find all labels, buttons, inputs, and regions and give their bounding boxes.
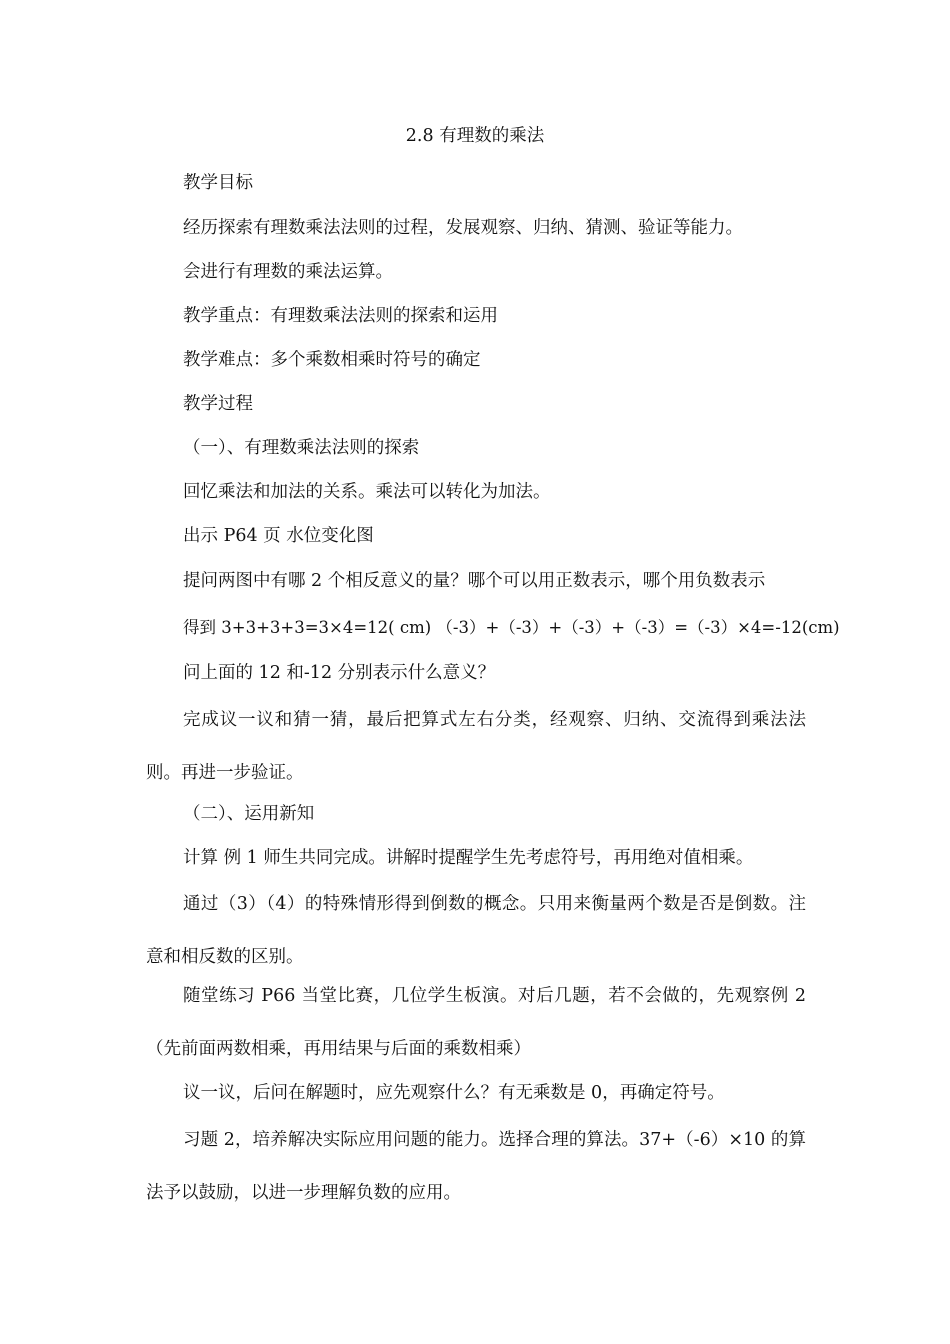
paragraph-equations: 得到 3+3+3+3=3×4=12( cm) （-3）+（-3）+（-3）+（-3）=（-3）×4=-12(cm) xyxy=(183,618,840,637)
paragraph-key-point: 教学重点：有理数乘法法则的探索和运用 xyxy=(183,306,498,326)
paragraph-example-1: 计算 例 1 师生共同完成。讲解时提醒学生先考虑符号，再用绝对值相乘。 xyxy=(183,848,754,868)
paragraph-recall: 回忆乘法和加法的关系。乘法可以转化为加法。 xyxy=(183,482,551,502)
paragraph-objectives-heading: 教学目标 xyxy=(183,173,253,193)
document-title: 2.8 有理数的乘法 xyxy=(405,126,545,146)
paragraph-process-heading: 教学过程 xyxy=(183,394,253,414)
paragraph-objective-2: 会进行有理数的乘法运算。 xyxy=(183,262,393,282)
paragraph-section-1-heading: （一）、有理数乘法法则的探索 xyxy=(183,438,420,458)
paragraph-practice: 随堂练习 P66 当堂比赛，几位学生板演。对后几题，若不会做的，先观察例 2（先前面两数相乘，再用结果与后面的乘数相乘） xyxy=(146,986,806,1059)
paragraph-show-figure: 出示 P64 页 水位变化图 xyxy=(183,526,374,546)
paragraph-discuss: 议一议，后问在解题时，应先观察什么？有无乘数是 0，再确定符号。 xyxy=(183,1083,725,1103)
paragraph-difficulty: 教学难点：多个乘数相乘时符号的确定 xyxy=(183,350,481,370)
paragraph-section-2-heading: （二）、运用新知 xyxy=(183,804,315,824)
paragraph-objective-1: 经历探索有理数乘法法则的过程，发展观察、归纳、猜测、验证等能力。 xyxy=(183,218,743,238)
paragraph-question: 提问两图中有哪 2 个相反意义的量？哪个可以用正数表示，哪个用负数表示 xyxy=(183,571,766,591)
paragraph-exercise-2: 习题 2，培养解决实际应用问题的能力。选择合理的算法。37+（-6）×10 的算法予以鼓励，以进一步理解负数的应用。 xyxy=(146,1130,806,1203)
paragraph-discuss-guess: 完成议一议和猜一猜，最后把算式左右分类，经观察、归纳、交流得到乘法法则。再进一步验证。 xyxy=(146,710,806,783)
paragraph-meaning-question: 问上面的 12 和-12 分别表示什么意义？ xyxy=(183,663,496,683)
paragraph-reciprocal: 通过（3）（4）的特殊情形得到倒数的概念。只用来衡量两个数是否是倒数。注意和相反数的区别。 xyxy=(146,894,806,967)
